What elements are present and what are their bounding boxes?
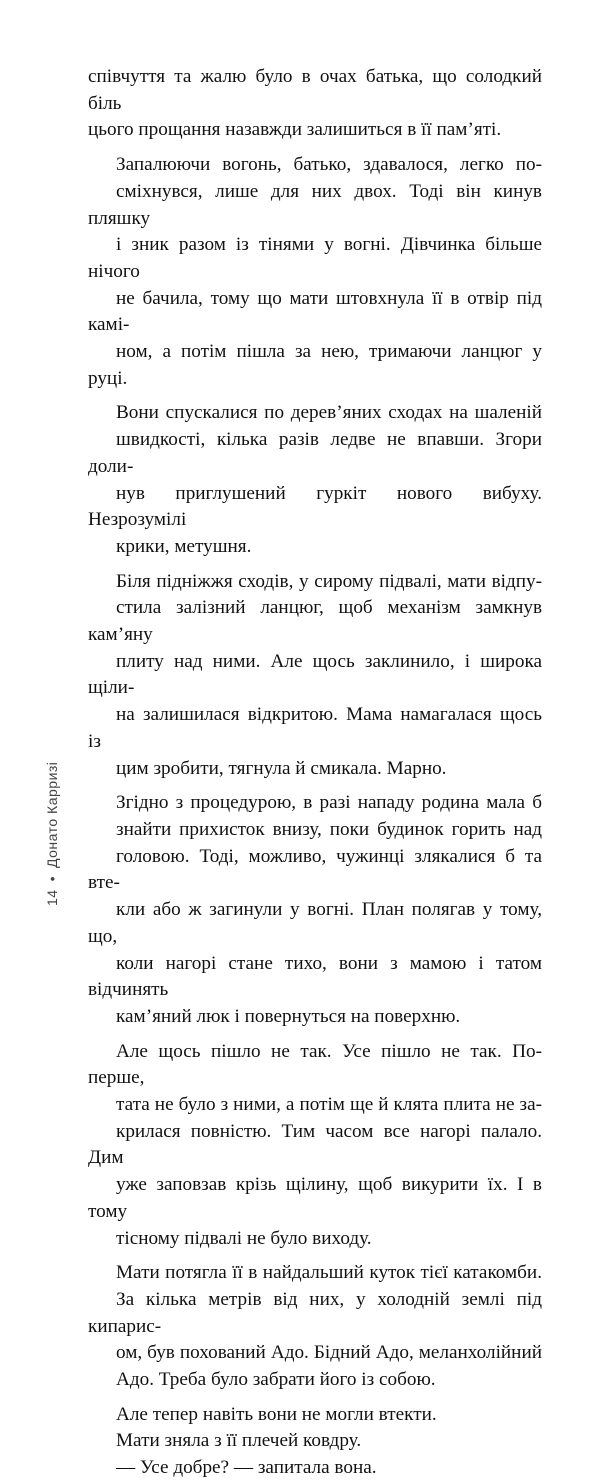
text-line: цього прощання назавжди залишиться в її пам’яті. xyxy=(88,119,502,141)
paragraph xyxy=(88,1039,542,1253)
paragraph xyxy=(88,1402,542,1429)
text-line: Мати потягла її в найдальший куток тієї катакомби. xyxy=(116,1262,542,1284)
text-line: головою. Тоді, можливо, чужинці злякалися б та вте- xyxy=(88,845,542,894)
text-line: тата не було з ними, а потім ще й клята плита не за- xyxy=(116,1094,542,1116)
text-line: Мати зняла з її плечей ковдру. xyxy=(116,1430,362,1452)
paragraph xyxy=(88,1455,542,1482)
page-number: 14 xyxy=(44,889,60,906)
page-text xyxy=(88,64,542,1482)
text-line: Запалюючи вогонь, батько, здавалося, легко по- xyxy=(116,154,542,176)
text-line: За кілька метрів від них, у холодній землі під кипарис- xyxy=(88,1288,542,1337)
text-line: крики, метушня. xyxy=(116,535,252,557)
author-name: Донато Карризі xyxy=(44,761,60,869)
text-line: ом, був похований Адо. Бідний Адо, меланхолійний xyxy=(116,1342,542,1364)
text-line: цим зробити, тягнула й смикала. Марно. xyxy=(116,757,447,779)
paragraph xyxy=(88,1260,542,1394)
paragraph xyxy=(88,400,542,560)
text-line: коли нагорі стане тихо, вони з мамою і татом відчинять xyxy=(88,952,542,1001)
text-line: уже заповзав крізь щілину, щоб викурити їх. І в тому xyxy=(88,1174,542,1222)
text-line: тісному підвалі не було виходу. xyxy=(116,1227,372,1249)
paragraph xyxy=(88,64,542,144)
running-footer xyxy=(44,762,60,906)
text-line: стила залізний ланцюг, щоб механізм замкнув кам’яну xyxy=(88,597,542,646)
text-line: Біля підніжжя сходів, у сирому підвалі, мати відпу- xyxy=(116,570,542,592)
paragraph xyxy=(88,569,542,783)
paragraph xyxy=(88,790,542,1030)
text-line: на залишилася відкритою. Мама намагалася щось із xyxy=(88,704,542,752)
text-line: сміхнувся, лише для них двох. Тоді він кинув пляшку xyxy=(88,180,542,229)
text-line: швидкості, кілька разів ледве не впавши. Згори доли- xyxy=(88,429,542,477)
text-line: крилася повністю. Тим часом все нагорі палало. Дим xyxy=(88,1120,542,1169)
separator-dot: • xyxy=(44,876,60,882)
text-line: — Усе добре? — запитала вона. xyxy=(116,1457,377,1479)
text-line: Але тепер навіть вони не могли втекти. xyxy=(116,1403,437,1425)
text-line: нув приглушений гуркіт нового вибуху. Незрозумілі xyxy=(88,482,542,531)
text-line: Адо. Треба було забрати його із собою. xyxy=(116,1369,436,1391)
text-line: і зник разом із тінями у вогні. Дівчинка більше нічого xyxy=(88,234,542,282)
paragraph xyxy=(88,1428,542,1455)
text-line: кли або ж загинули у вогні. План полягав у тому, що, xyxy=(88,899,542,947)
text-line: знайти прихисток внизу, поки будинок горить над xyxy=(116,818,542,840)
text-line: плиту над ними. Але щось заклинило, і широка щіли- xyxy=(88,650,542,699)
text-line: не бачила, тому що мати штовхнула її в отвір під камі- xyxy=(88,287,542,336)
text-line: Вони спускалися по дерев’яних сходах на шаленій xyxy=(116,402,542,424)
text-line: Згідно з процедурою, в разі нападу родина мала б xyxy=(116,792,542,814)
text-line: Але щось пішло не так. Усе пішло не так. По-перше, xyxy=(88,1040,542,1089)
text-line: ном, а потім пішла за нею, тримаючи ланцюг у руці. xyxy=(88,341,542,389)
text-line: співчуття та жалю було в очах батька, що солодкий біль xyxy=(88,66,542,114)
text-line: кам’яний люк і повернуться на поверхню. xyxy=(116,1005,461,1027)
paragraph xyxy=(88,152,542,392)
